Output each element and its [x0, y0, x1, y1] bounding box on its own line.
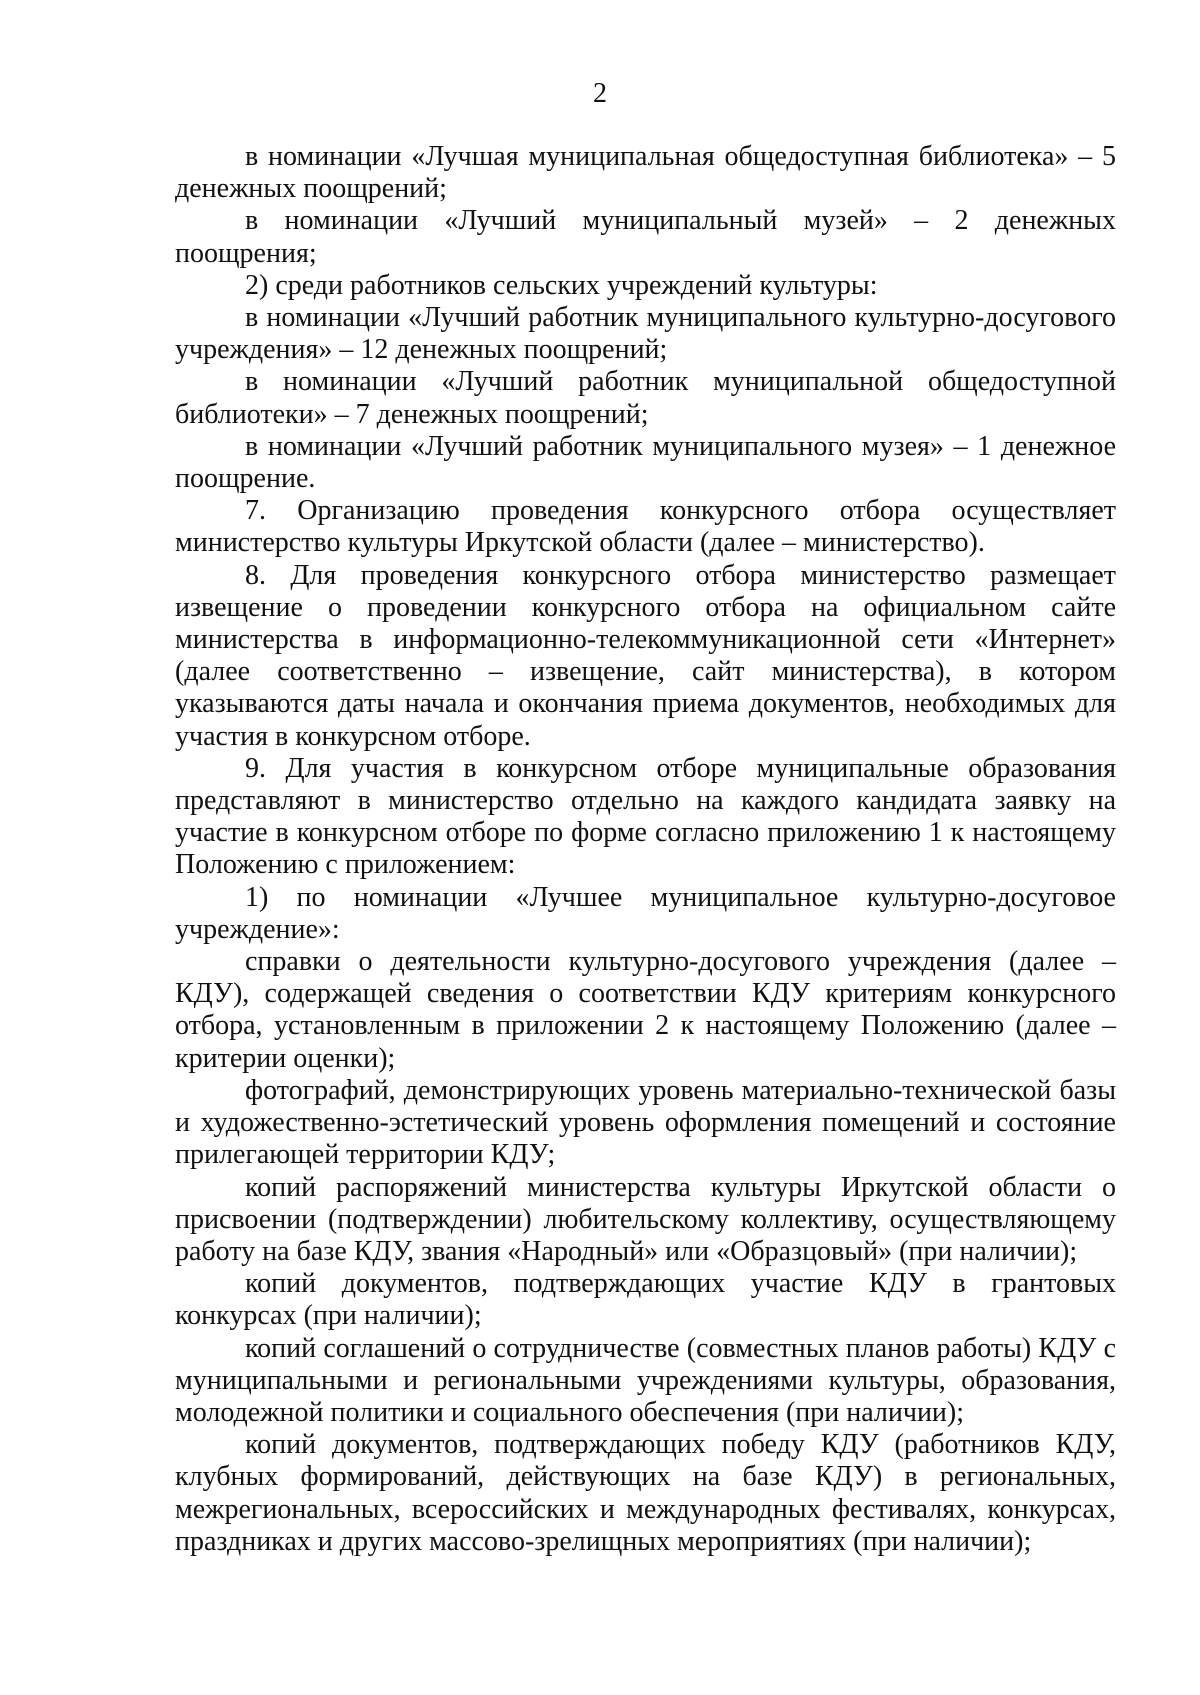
paragraph-photos: фотографий, демонстрирующих уровень материально-технической базы и художественно-эстетический уровень оформления помещений и состояние прилегающей территории КДУ;	[175, 1074, 1116, 1171]
paragraph-item-7: 7. Организацию проведения конкурсного отбора осуществляет министерство культуры Иркутской области (далее – министерство).	[175, 495, 1116, 559]
paragraph-museum-nomination: в номинации «Лучший муниципальный музей» – 2 денежных поощрения;	[175, 205, 1116, 269]
paragraph-museum-worker-nomination: в номинации «Лучший работник муниципального музея» – 1 денежное поощрение.	[175, 430, 1116, 495]
paragraph-cooperation-agreements: копий соглашений о сотрудничестве (совместных планов работы) КДУ с муниципальными и региональными учреждениями культуры, образования, молодежной политики и социального обеспечения (при наличии);	[175, 1332, 1116, 1428]
paragraph-subitem-1: 1) по номинации «Лучшее муниципальное культурно-досуговое учреждение»:	[175, 881, 1116, 945]
paragraph-rural-workers-heading: 2) среди работников сельских учреждений культуры:	[245, 269, 878, 301]
paragraph-victory-documents: копий документов, подтверждающих победу КДУ (работников КДУ, клубных формирований, действующих на базе КДУ) в региональных, межрегиональных, всероссийских и международных фестивалях, конкурсах, праздниках и других массово-зрелищных мероприятиях (при наличии);	[175, 1429, 1116, 1557]
page-number: 2	[593, 78, 607, 109]
paragraph-orders-copies: копий распоряжений министерства культуры Иркутской области о присвоении (подтверждении) любительскому коллективу, осуществляющему работу на базе КДУ, звания «Народный» или «Образцовый» (при наличии);	[175, 1171, 1116, 1267]
paragraph-item-9: 9. Для участия в конкурсном отборе муниципальные образования представляют в министерство отдельно на каждого кандидата заявку на участие в конкурсном отборе по форме согласно приложению 1 к настоящему Положению с приложением:	[175, 752, 1116, 881]
paragraph-library-worker-nomination: в номинации «Лучший работник муниципальной общедоступной библиотеки» – 7 денежных поощрений;	[175, 366, 1116, 430]
paragraph-item-8: 8. Для проведения конкурсного отбора министерство размещает извещение о проведении конкурсного отбора на официальном сайте министерства в информационно-телекоммуникационной сети «Интернет» (далее соответственно – извещение, сайт министерства), в котором указываются даты начала и окончания приема документов, необходимых для участия в конкурсном отборе.	[175, 559, 1116, 752]
paragraph-grant-documents: копий документов, подтверждающих участие КДУ в грантовых конкурсах (при наличии);	[175, 1268, 1116, 1332]
paragraph-library-nomination: в номинации «Лучшая муниципальная общедоступная библиотека» – 5 денежных поощрений;	[175, 141, 1116, 205]
paragraph-kdu-reference: справки о деятельности культурно-досугового учреждения (далее – КДУ), содержащей сведения о соответствии КДУ критериям конкурсного отбора, установленным в приложении 2 к настоящему Положению (далее – критерии оценки);	[175, 946, 1116, 1074]
paragraph-kdu-worker-nomination: в номинации «Лучший работник муниципального культурно-досугового учреждения» – 12 денежных поощрений;	[175, 302, 1116, 366]
document-body	[175, 141, 1116, 1558]
